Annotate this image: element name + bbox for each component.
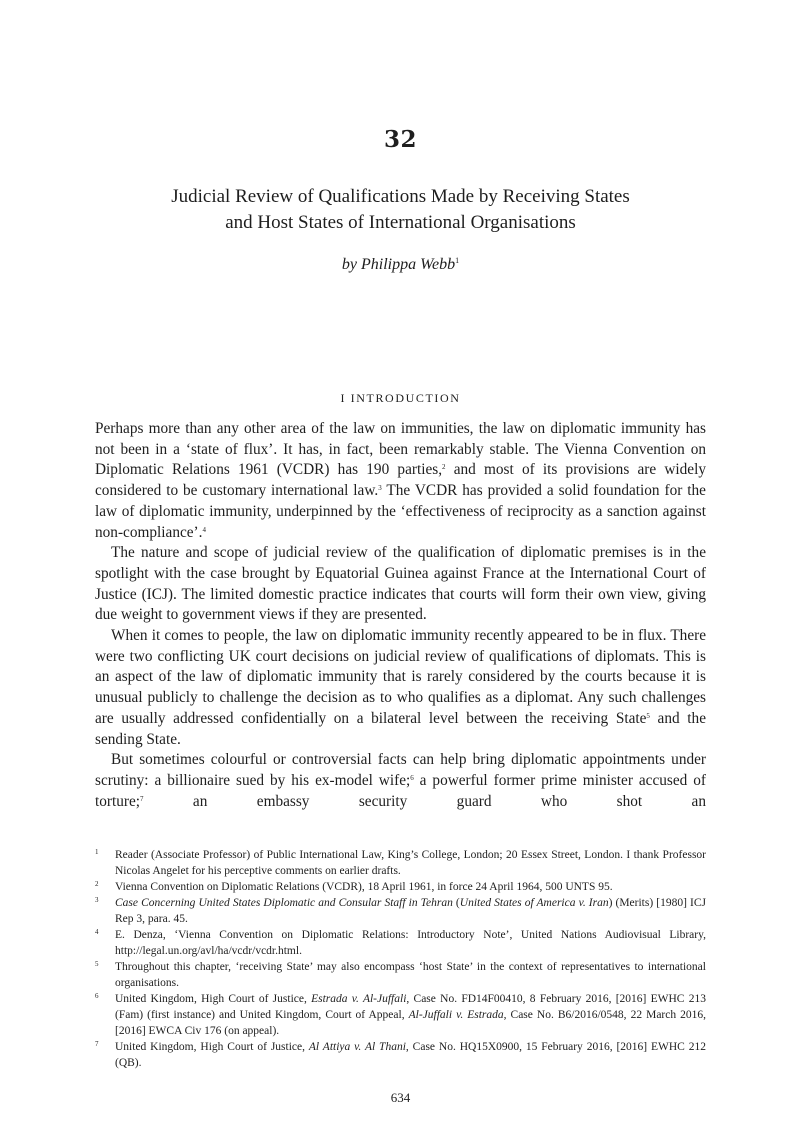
footnote-number: 6 [95, 992, 99, 1000]
paragraph-3 [95, 626, 706, 750]
footnote-text: Reader (Associate Professor) of Public International Law, King’s College, London; 20 Essex Street, London. I thank Professor Nicolas Angelet for his perceptive comments on earlier drafts. [115, 849, 706, 877]
p4-text-a: But sometimes colourful or controversial facts can help bring diplomatic appointments under scrutiny: a billionaire sued by his ex-model wife; [95, 751, 706, 789]
footnote-text: E. Denza, ‘Vienna Convention on Diplomatic Relations: Introductory Note’, United Nations Audiovisual Library, http://legal.un.org/avl/ha/vcdr/vcdr.html. [115, 929, 706, 957]
footnote-ref-3[interactable]: 3 [378, 484, 382, 493]
footnote-ref-7[interactable]: 7 [140, 794, 144, 803]
footnote-text: United Kingdom, High Court of Justice, [115, 1041, 309, 1053]
p1-text-c: The VCDR has provided a solid foundation for the law of diplomatic immunity, underpinned by the ‘effectiveness of reciprocity as a sanction against non-compliance’. [95, 482, 706, 541]
author-name: by Philippa Webb [341, 256, 456, 273]
party-names: United States of America v. Iran [459, 897, 609, 909]
p3-text-b: and the sending State. [95, 709, 706, 748]
chapter-number: 32 [383, 126, 417, 153]
page-number: 634 [390, 1090, 411, 1105]
footnote-number: 7 [95, 1040, 99, 1048]
body-text [95, 419, 706, 812]
footnotes [95, 847, 706, 1071]
author-footnote-ref[interactable]: 1 [455, 256, 460, 265]
footnote-text: ( [452, 897, 460, 909]
chapter-title-line-2: and Host States of International Organisations [225, 212, 576, 233]
footnote-text: , Case No. HQ15X0900, 15 February 2016, [2016] EWHC 212 (QB). [115, 1041, 706, 1069]
footnote-2 [95, 879, 706, 895]
footnote-ref-4[interactable]: 4 [202, 525, 206, 534]
case-name: Al-Juffali v. Estrada [408, 1009, 504, 1021]
p4-text-b: a powerful former prime minister accused of torture; [95, 771, 706, 810]
p3-text-a: When it comes to people, the law on diplomatic immunity recently appeared to be in flux. There were two conflicting UK court decisions on judicial review of qualifications of diplomats. This is an aspect of the law of diplomatic immunity that is rarely considered by the courts because it is unusual publicly to challenge the decision as to who qualifies as a diplomat. Any such challenges are usually addressed confidentially on a bilateral level between the receiving State [95, 627, 706, 727]
case-name: Al Attiya v. Al Thani [308, 1041, 406, 1053]
footnote-ref-2[interactable]: 2 [442, 463, 446, 472]
footnote-4 [95, 927, 706, 959]
author-byline [0, 256, 801, 274]
paragraph-4 [95, 750, 706, 812]
p1-text-a: Perhaps more than any other area of the law on immunities, the law on diplomatic immunity has not been in a ‘state of flux’. It has, in fact, been remarkably stable. The Vienna Convention on Diplomatic Relations 1961 (VCDR) has 190 parties, [95, 420, 706, 479]
chapter-title [60, 184, 741, 236]
footnote-text: Throughout this chapter, ‘receiving State’ may also encompass ‘host State’ in the context of representatives to international organisations. [115, 961, 706, 989]
footnote-text: ) (Merits) [1980] ICJ Rep 3, para. 45. [115, 897, 706, 925]
footnote-number: 1 [95, 848, 99, 856]
footnote-7 [95, 1039, 706, 1071]
footnote-number: 3 [95, 896, 99, 904]
case-name: Estrada v. Al-Juffali [311, 993, 407, 1005]
footnote-number: 2 [95, 880, 99, 888]
p1-text-b: and most of its provisions are widely considered to be customary international law. [95, 461, 706, 500]
footnote-text: Vienna Convention on Diplomatic Relations (VCDR), 18 April 1961, in force 24 April 1964, 500 UNTS 95. [115, 881, 613, 893]
footnote-6 [95, 991, 706, 1039]
footnote-ref-5[interactable]: 5 [646, 711, 650, 720]
paragraph-2: The nature and scope of judicial review of the qualification of diplomatic premises is in the spotlight with the case brought by Equatorial Guinea against France at the International Court of Justice (ICJ). The limited domestic practice indicates that courts will form their own view, giving due weight to government views if they are presented. [95, 544, 706, 624]
footnote-ref-6[interactable]: 6 [410, 773, 414, 782]
section-heading: I INTRODUCTION [340, 391, 461, 405]
p4-text-c: an embassy security guard who shot an [143, 792, 706, 810]
footnote-text: , Case No. FD14F00410, 8 February 2016, [2016] EWHC 213 (Fam) (first instance) and United Kingdom, Court of Appeal, [115, 993, 706, 1021]
paragraph-1 [95, 419, 706, 543]
footnote-1 [95, 847, 706, 879]
footnote-number: 4 [95, 928, 99, 936]
footnote-3 [95, 895, 706, 927]
chapter-title-line-1: Judicial Review of Qualifications Made by Receiving States [171, 186, 630, 207]
footnote-text: United Kingdom, High Court of Justice, [115, 993, 312, 1005]
footnote-5 [95, 959, 706, 991]
footnote-number: 5 [95, 960, 99, 968]
case-name: Case Concerning United States Diplomatic and Consular Staff in Tehran [115, 897, 453, 909]
footnote-text: , Case No. B6/2016/0548, 22 March 2016, [2016] EWCA Civ 176 (on appeal). [115, 1009, 707, 1037]
